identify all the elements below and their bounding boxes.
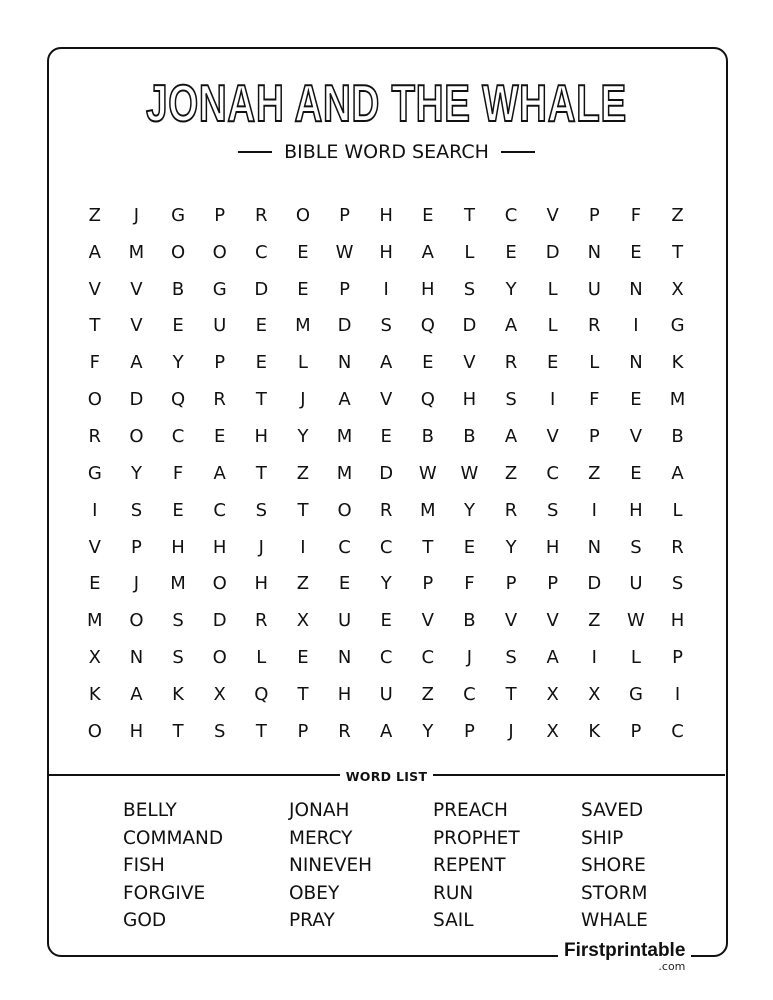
grid-letter: O (129, 425, 144, 447)
word-list-column (289, 797, 372, 935)
grid-letter: J (133, 204, 140, 226)
grid-letter: H (337, 683, 352, 705)
grid-letter: T (255, 720, 267, 742)
grid-letter: A (213, 462, 226, 484)
grid-letter: W (627, 610, 645, 632)
grid-letter: D (212, 610, 227, 632)
grid-letter: F (630, 204, 642, 226)
grid-letter: H (379, 204, 393, 226)
grid-letter: L (630, 647, 641, 669)
grid-letter: U (587, 278, 601, 300)
grid-letter: I (674, 683, 681, 705)
grid-letter: C (379, 536, 393, 558)
grid-letter: I (300, 536, 306, 558)
word-list-item: FORGIVE (123, 882, 206, 904)
word-list-item: SHORE (581, 855, 646, 876)
grid-letter: N (587, 536, 602, 558)
grid-letter: Z (588, 610, 601, 632)
word-list-column (433, 797, 520, 935)
grid-letter: K (588, 720, 601, 742)
grid-letter: E (255, 315, 267, 337)
grid-letter: H (129, 720, 144, 742)
grid-letter: M (420, 499, 436, 521)
grid-letter: Y (463, 499, 475, 521)
grid-letter: M (128, 241, 145, 263)
grid-letter: B (421, 425, 434, 447)
grid-letter: C (171, 425, 185, 447)
subtitle-text: BIBLE WORD SEARCH (284, 141, 489, 163)
grid-letter: P (297, 720, 309, 742)
grid-letter: X (296, 610, 310, 632)
grid-letter: P (505, 573, 517, 595)
grid-letter: E (255, 352, 267, 374)
grid-letter: Q (420, 315, 435, 337)
subtitle-dash-right (501, 151, 535, 153)
grid-letter: T (422, 536, 434, 558)
grid-letter: Z (296, 573, 310, 595)
grid-letter: R (255, 610, 268, 632)
grid-letter: B (463, 425, 476, 447)
grid-letter: I (550, 389, 556, 411)
grid-letter: N (629, 278, 643, 300)
word-list-item: WHALE (581, 910, 648, 931)
word-list-item: PROPHET (433, 827, 520, 849)
word-list-column (123, 797, 223, 935)
word-list-item: GOD (123, 910, 167, 931)
grid-letter: M (170, 573, 186, 595)
grid-letter: V (504, 610, 518, 632)
grid-letter: V (546, 425, 559, 447)
grid-letter: P (464, 720, 475, 742)
grid-letter: O (212, 573, 227, 595)
grid-letter: P (422, 573, 434, 595)
grid-letter: Y (172, 352, 184, 374)
grid-letter: L (589, 352, 600, 374)
logo-name: Firstprintable (564, 940, 686, 961)
grid-letter: Y (380, 573, 392, 595)
grid-letter: S (380, 315, 392, 337)
grid-letter: E (338, 573, 351, 595)
word-list-item: SHIP (581, 827, 624, 849)
grid-letter: O (87, 720, 102, 742)
grid-letter: Z (421, 683, 434, 705)
grid-letter: L (547, 278, 558, 300)
grid-letter: Y (297, 425, 309, 447)
grid-letter: V (629, 425, 643, 447)
grid-letter: F (589, 389, 600, 411)
grid-letter: Z (504, 462, 518, 484)
letter-grid (74, 197, 698, 750)
grid-letter: F (172, 462, 184, 484)
grid-letter: U (337, 610, 352, 632)
grid-letter: G (212, 278, 227, 300)
grid-letter: J (258, 536, 264, 558)
grid-letter: A (88, 241, 101, 263)
grid-letter: J (300, 389, 306, 411)
grid-letter: X (88, 647, 101, 669)
grid-letter: E (297, 241, 309, 263)
grid-letter: H (629, 499, 643, 521)
grid-letter: P (547, 573, 559, 595)
grid-letter: K (88, 683, 101, 705)
word-list-item: COMMAND (123, 827, 224, 849)
grid-letter: B (171, 278, 185, 300)
grid-letter: O (129, 610, 144, 632)
grid-letter: W (418, 462, 437, 484)
grid-letter: T (297, 499, 309, 521)
grid-letter: V (130, 315, 143, 337)
word-list-item: SAVED (581, 800, 644, 821)
grid-letter: A (546, 647, 559, 669)
grid-letter: H (254, 573, 269, 595)
grid-letter: E (422, 352, 434, 374)
grid-letter: P (214, 352, 226, 374)
word-list-item: JONAH (289, 800, 350, 821)
grid-letter: P (339, 278, 350, 300)
grid-letter: H (254, 425, 269, 447)
grid-letter: O (337, 499, 352, 521)
grid-letter: T (463, 204, 475, 226)
word-list-column (581, 797, 648, 935)
grid-letter: T (89, 315, 101, 337)
grid-letter: P (339, 204, 350, 226)
grid-letter: H (545, 536, 560, 558)
grid-letter: E (505, 241, 517, 263)
grid-letter: S (505, 647, 517, 669)
word-list-item: BELLY (123, 800, 177, 821)
grid-letter: E (630, 462, 642, 484)
grid-letter: R (255, 204, 268, 226)
grid-letter: C (255, 241, 268, 263)
grid-letter: Q (170, 389, 186, 411)
grid-letter: Q (254, 683, 269, 705)
grid-letter: E (172, 499, 184, 521)
grid-letter: Q (420, 389, 435, 411)
grid-letter: D (462, 315, 477, 337)
grid-letter: R (504, 352, 518, 374)
grid-letter: P (588, 425, 600, 447)
grid-letter: F (464, 573, 475, 595)
grid-letter: R (379, 499, 393, 521)
grid-letter: L (672, 499, 683, 521)
grid-letter: C (338, 536, 351, 558)
word-list-item: SAIL (433, 910, 474, 931)
grid-letter: V (88, 536, 101, 558)
grid-letter: T (255, 462, 267, 484)
word-list-item: MERCY (289, 827, 353, 849)
grid-letter: P (630, 720, 642, 742)
grid-letter: L (256, 647, 267, 669)
grid-letter: D (587, 573, 602, 595)
grid-letter: D (379, 462, 394, 484)
grid-letter: G (628, 683, 643, 705)
grid-letter: A (380, 352, 393, 374)
grid-letter: F (89, 352, 100, 374)
grid-letter: N (337, 647, 352, 669)
grid-letter: U (213, 315, 227, 337)
grid-letter: M (669, 389, 686, 411)
grid-letter: D (254, 278, 269, 300)
grid-letter: V (421, 610, 434, 632)
grid-letter: H (462, 389, 477, 411)
grid-letter: T (172, 720, 184, 742)
grid-letter: I (591, 647, 597, 669)
grid-letter: A (130, 683, 143, 705)
grid-letter: V (463, 352, 476, 374)
grid-letter: S (172, 647, 184, 669)
grid-letter: E (463, 536, 476, 558)
grid-letter: K (671, 352, 684, 374)
grid-letter: E (547, 352, 559, 374)
grid-letter: E (172, 315, 184, 337)
grid-letter: C (546, 462, 559, 484)
word-list-item: STORM (581, 882, 648, 904)
grid-letter: V (88, 278, 101, 300)
grid-letter: C (504, 204, 518, 226)
grid-letter: V (546, 610, 559, 632)
grid-letter: O (87, 389, 102, 411)
grid-letter: T (297, 683, 309, 705)
word-list-item: RUN (433, 882, 474, 904)
grid-letter: V (380, 389, 393, 411)
grid-letter: D (129, 389, 144, 411)
grid-letter: Y (505, 536, 517, 558)
grid-letter: H (421, 278, 435, 300)
word-list-item: PREACH (433, 800, 508, 821)
grid-letter: I (591, 499, 597, 521)
grid-letter: S (213, 720, 226, 742)
grid-letter: C (463, 683, 476, 705)
grid-letter: Y (130, 462, 142, 484)
grid-letter: R (213, 389, 226, 411)
grid-letter: B (671, 425, 684, 447)
grid-letter: N (587, 241, 602, 263)
grid-letter: S (671, 573, 684, 595)
grid-letter: C (421, 647, 435, 669)
grid-letter: P (131, 536, 142, 558)
grid-letter: G (87, 462, 102, 484)
grid-letter: R (671, 536, 684, 558)
grid-letter: V (130, 278, 143, 300)
grid-letter: L (297, 352, 308, 374)
grid-letter: V (546, 204, 559, 226)
grid-letter: C (379, 647, 393, 669)
page-title: JONAH AND THE WHALE (146, 75, 627, 133)
grid-letter: R (338, 720, 351, 742)
grid-letter: Z (588, 462, 601, 484)
grid-letter: X (213, 683, 226, 705)
subtitle-dash-left (238, 151, 272, 153)
grid-letter: H (379, 241, 393, 263)
grid-letter: S (546, 499, 559, 521)
grid-letter: E (214, 425, 226, 447)
grid-letter: A (380, 720, 393, 742)
grid-letter: E (422, 204, 434, 226)
grid-letter: T (505, 683, 517, 705)
grid-letter: E (380, 425, 392, 447)
grid-letter: Z (88, 204, 101, 226)
grid-letter: X (588, 683, 601, 705)
grid-letter: A (504, 315, 518, 337)
grid-letter: T (672, 241, 684, 263)
grid-letter: O (295, 204, 311, 226)
subtitle (0, 141, 773, 163)
grid-letter: P (672, 647, 683, 669)
grid-letter: E (380, 610, 392, 632)
grid-letter: C (213, 499, 226, 521)
grid-letter: A (504, 425, 518, 447)
grid-letter: H (171, 536, 185, 558)
grid-letter: G (171, 204, 186, 226)
grid-letter: X (546, 720, 559, 742)
grid-letter: R (588, 315, 601, 337)
grid-letter: E (630, 389, 642, 411)
grid-letter: W (460, 462, 479, 484)
grid-letter: A (130, 352, 143, 374)
grid-letter: O (212, 241, 227, 263)
grid-letter: M (336, 462, 353, 484)
grid-letter: I (383, 278, 389, 300)
grid-letter: D (337, 315, 352, 337)
word-list-item: FISH (123, 855, 165, 876)
grid-letter: M (87, 610, 103, 632)
brand-logo (558, 940, 691, 972)
grid-letter: J (133, 573, 140, 595)
grid-letter: S (255, 499, 268, 521)
logo-domain: .com (658, 960, 686, 973)
grid-letter: H (670, 610, 685, 632)
grid-letter: Y (505, 278, 517, 300)
word-list-item: OBEY (289, 882, 340, 904)
grid-letter: S (463, 278, 476, 300)
grid-letter: Y (422, 720, 434, 742)
word-list-item: NINEVEH (289, 855, 373, 876)
grid-letter: A (671, 462, 684, 484)
grid-letter: I (92, 499, 98, 521)
grid-letter: L (464, 241, 475, 263)
grid-letter: N (129, 647, 144, 669)
grid-letter: W (335, 241, 354, 263)
grid-letter: J (466, 647, 473, 669)
grid-letter: P (214, 204, 226, 226)
grid-letter: A (338, 389, 351, 411)
grid-letter: G (670, 315, 685, 337)
grid-letter: S (630, 536, 642, 558)
grid-letter: O (170, 241, 186, 263)
grid-letter: E (297, 647, 309, 669)
grid-letter: N (337, 352, 352, 374)
word-list-label: WORD LIST (340, 769, 434, 784)
grid-letter: Z (671, 204, 684, 226)
grid-letter: Z (296, 462, 310, 484)
grid-letter: S (130, 499, 143, 521)
grid-letter: L (547, 315, 558, 337)
grid-letter: T (255, 389, 267, 411)
grid-letter: K (172, 683, 184, 705)
grid-letter: D (545, 241, 560, 263)
grid-letter: U (629, 573, 643, 595)
word-list-item: PRAY (289, 910, 335, 931)
grid-letter: I (633, 315, 639, 337)
grid-letter: E (630, 241, 642, 263)
grid-letter: E (297, 278, 309, 300)
grid-letter: E (89, 573, 101, 595)
grid-letter: O (212, 647, 227, 669)
grid-letter: X (671, 278, 684, 300)
grid-letter: A (421, 241, 434, 263)
grid-letter: N (629, 352, 643, 374)
grid-letter: M (336, 425, 353, 447)
grid-letter: S (505, 389, 517, 411)
grid-letter: X (546, 683, 559, 705)
grid-letter: H (212, 536, 227, 558)
grid-letter: C (671, 720, 684, 742)
grid-letter: S (172, 610, 184, 632)
grid-letter: B (463, 610, 476, 632)
grid-letter: J (508, 720, 514, 742)
grid-letter: R (88, 425, 102, 447)
word-list-item: REPENT (433, 855, 506, 876)
grid-letter: M (295, 315, 311, 337)
grid-letter: U (379, 683, 393, 705)
grid-letter: P (588, 204, 600, 226)
grid-letter: R (504, 499, 518, 521)
